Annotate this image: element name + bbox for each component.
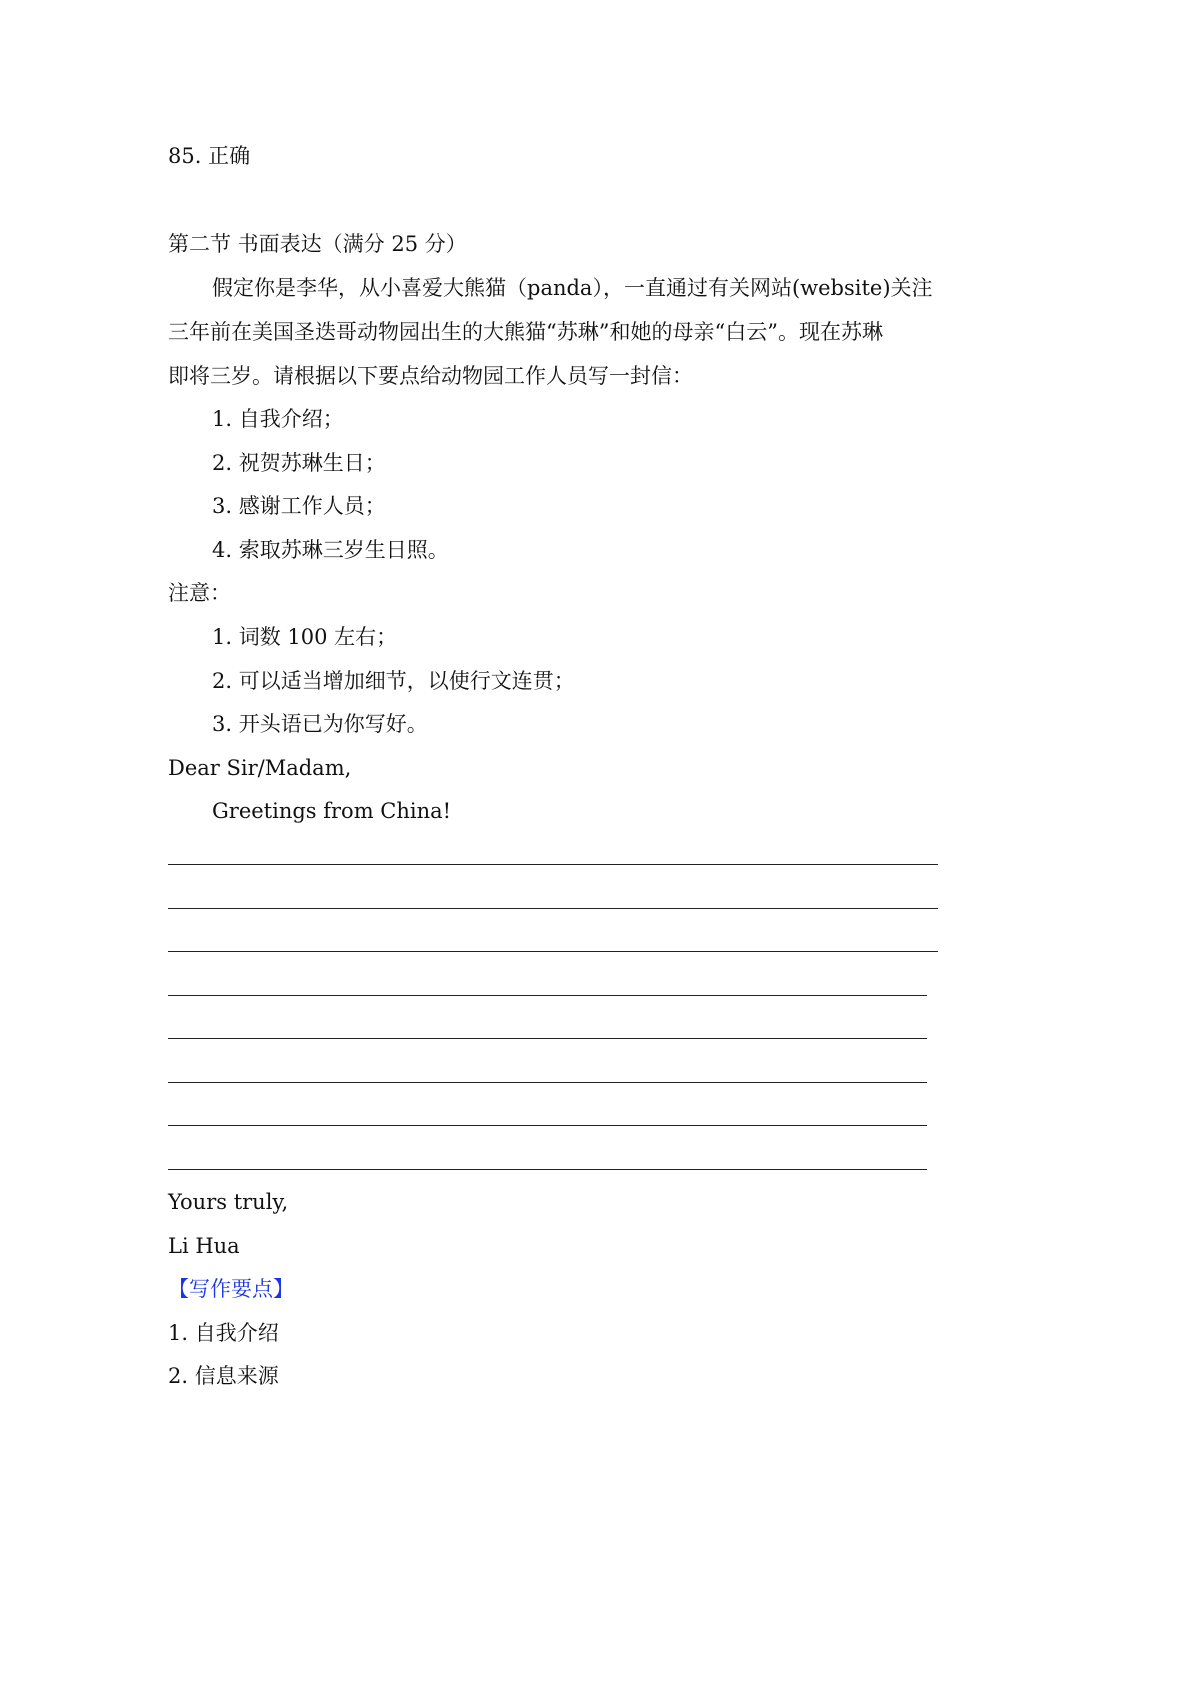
prompt-line-2: 三年前在美国圣迭哥动物园出生的大熊猫“苏琳”和她的母亲“白云”。现在苏琳 <box>168 320 883 344</box>
writing-point-2: 2. 信息来源 <box>168 1364 279 1388</box>
answer-line[interactable] <box>168 995 927 996</box>
content-point-1: 1. 自我介绍； <box>212 407 344 431</box>
writing-points-heading: 【写作要点】 <box>168 1277 294 1301</box>
section-title: 第二节 书面表达（满分 25 分） <box>168 232 467 256</box>
answer-item-85: 85. 正确 <box>168 144 251 168</box>
content-point-4: 4. 索取苏琳三岁生日照。 <box>212 538 449 562</box>
notes-label: 注意： <box>168 581 231 605</box>
prompt-line-3: 即将三岁。请根据以下要点给动物园工作人员写一封信： <box>168 364 693 388</box>
content-point-3: 3. 感谢工作人员； <box>212 494 386 518</box>
prompt-line-1: 假定你是李华，从小喜爱大熊猫（panda），一直通过有关网站(website)关注 <box>212 276 933 300</box>
letter-signature: Li Hua <box>168 1234 240 1258</box>
answer-line[interactable] <box>168 1169 927 1170</box>
writing-point-1: 1. 自我介绍 <box>168 1321 279 1345</box>
answer-line[interactable] <box>168 951 938 952</box>
answer-line[interactable] <box>168 1082 927 1083</box>
letter-greeting: Greetings from China! <box>212 799 452 823</box>
answer-line[interactable] <box>168 1125 927 1126</box>
letter-salutation: Dear Sir/Madam, <box>168 756 352 780</box>
note-3: 3. 开头语已为你写好。 <box>212 712 428 736</box>
answer-line[interactable] <box>168 1038 927 1039</box>
note-1: 1. 词数 100 左右； <box>212 625 398 649</box>
answer-line[interactable] <box>168 864 938 865</box>
note-2: 2. 可以适当增加细节，以使行文连贯； <box>212 669 575 693</box>
letter-closing: Yours truly, <box>168 1190 289 1214</box>
content-point-2: 2. 祝贺苏琳生日； <box>212 451 386 475</box>
answer-line[interactable] <box>168 908 938 909</box>
